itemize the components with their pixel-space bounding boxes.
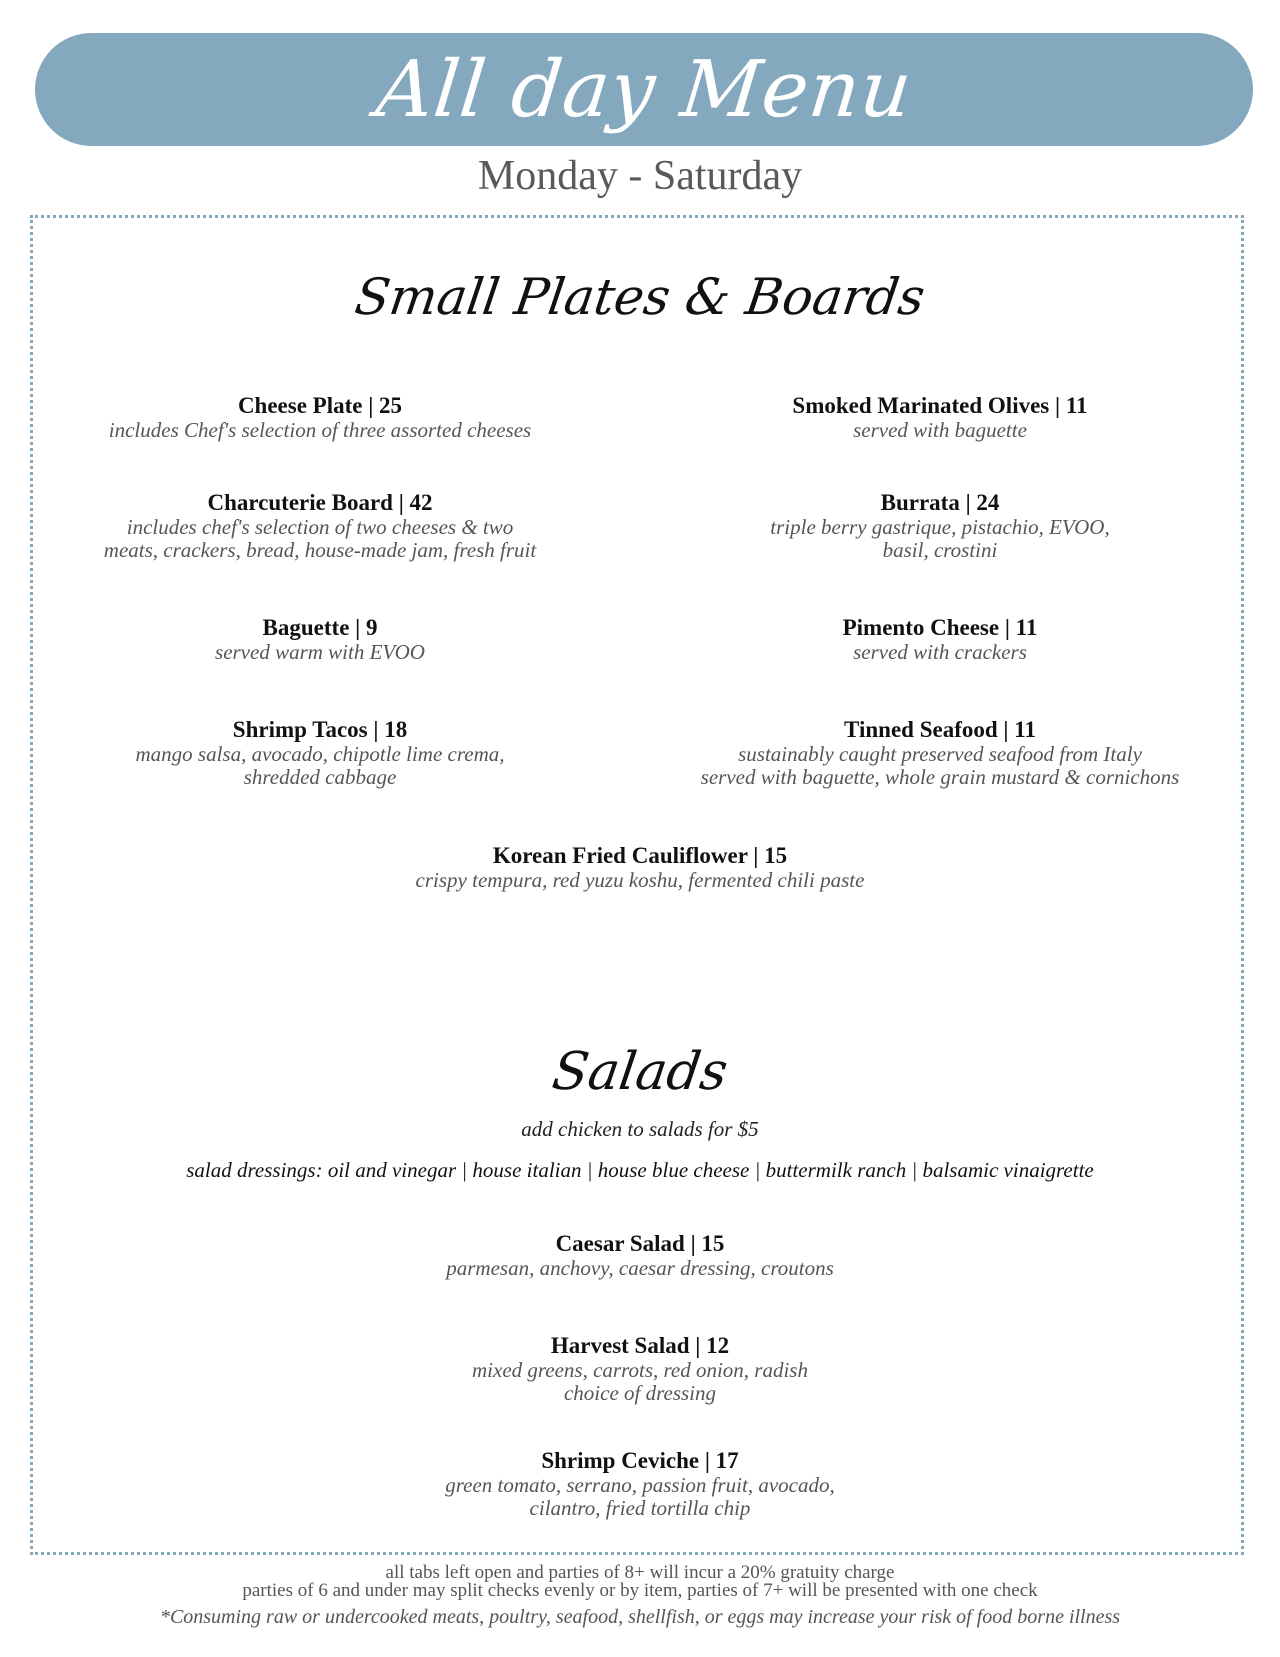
item-title: Smoked Marinated Olives | 11	[792, 393, 1088, 418]
item-title: Burrata | 24	[880, 490, 1000, 515]
item-title: Caesar Salad | 15	[555, 1231, 725, 1256]
menu-item-cheese-plate	[50, 393, 590, 442]
footer-split-check-note: parties of 6 and under may split checks evenly or by item, parties of 7+ will be presented with one check	[242, 1580, 1038, 1601]
menu-item-pimento-cheese	[660, 615, 1220, 664]
menu-item-harvest-salad	[240, 1333, 1040, 1405]
item-description: green tomato, serrano, passion fruit, avocado,	[445, 1473, 835, 1497]
item-title: Shrimp Tacos | 18	[232, 717, 408, 742]
item-title: Pimento Cheese | 11	[842, 615, 1038, 640]
item-title: Charcuterie Board | 42	[207, 490, 433, 515]
item-description: parmesan, anchovy, caesar dressing, croutons	[446, 1256, 834, 1280]
menu-item-korean-cauliflower	[240, 843, 1040, 892]
item-description: cilantro, fried tortilla chip	[529, 1496, 751, 1520]
item-description: choice of dressing	[563, 1381, 717, 1405]
item-title: Korean Fried Cauliflower | 15	[492, 843, 788, 868]
item-description: mango salsa, avocado, chipotle lime crema,	[135, 742, 505, 766]
menu-item-charcuterie	[50, 490, 590, 562]
item-description: triple berry gastrique, pistachio, EVOO,	[770, 515, 1110, 539]
salad-add-chicken-note: add chicken to salads for $5	[521, 1117, 759, 1141]
menu-item-burrata	[660, 490, 1220, 562]
item-description: served with baguette, whole grain mustard & cornichons	[700, 765, 1180, 789]
item-title: Baguette | 9	[262, 615, 378, 640]
menu-item-tinned-seafood	[660, 717, 1220, 789]
title-banner	[35, 33, 1253, 146]
footer-health-warning: *Consuming raw or undercooked meats, poultry, seafood, shellfish, or eggs may increase your risk of food borne illness	[159, 1606, 1121, 1628]
item-title: Cheese Plate | 25	[237, 393, 403, 418]
item-description: shredded cabbage	[243, 765, 397, 789]
menu-days: Monday - Saturday	[477, 153, 803, 199]
item-description: meats, crackers, bread, house-made jam, fresh fruit	[103, 538, 537, 562]
menu-item-olives	[660, 393, 1220, 442]
item-description: includes chef's selection of two cheeses & two	[126, 515, 514, 539]
salad-dressings-list: salad dressings: oil and vinegar | house italian | house blue cheese | buttermilk ranch | balsamic vinaigrette	[186, 1158, 1094, 1182]
item-title: Shrimp Ceviche | 17	[541, 1448, 739, 1473]
menu-title: All day Menu	[371, 44, 917, 135]
item-description: basil, crostini	[882, 538, 998, 562]
section-heading-small-plates: Small Plates & Boards	[351, 268, 929, 326]
item-description: sustainably caught preserved seafood from Italy	[738, 742, 1142, 766]
item-description: served with baguette	[853, 418, 1027, 442]
item-description: includes Chef's selection of three assorted cheeses	[108, 418, 532, 442]
item-title: Harvest Salad | 12	[550, 1333, 730, 1358]
item-description: served warm with EVOO	[215, 640, 425, 664]
menu-item-baguette	[50, 615, 590, 664]
menu-item-shrimp-tacos	[50, 717, 590, 789]
item-description: crispy tempura, red yuzu koshu, fermented chili paste	[415, 868, 865, 892]
item-description: served with crackers	[853, 640, 1027, 664]
footer-gratuity-note: all tabs left open and parties of 8+ will incur a 20% gratuity charge	[385, 1562, 895, 1583]
menu-item-caesar-salad	[240, 1231, 1040, 1280]
item-title: Tinned Seafood | 11	[844, 717, 1036, 742]
menu-item-shrimp-ceviche	[240, 1448, 1040, 1520]
section-heading-salads: Salads	[548, 1042, 732, 1102]
item-description: mixed greens, carrots, red onion, radish	[472, 1358, 808, 1382]
